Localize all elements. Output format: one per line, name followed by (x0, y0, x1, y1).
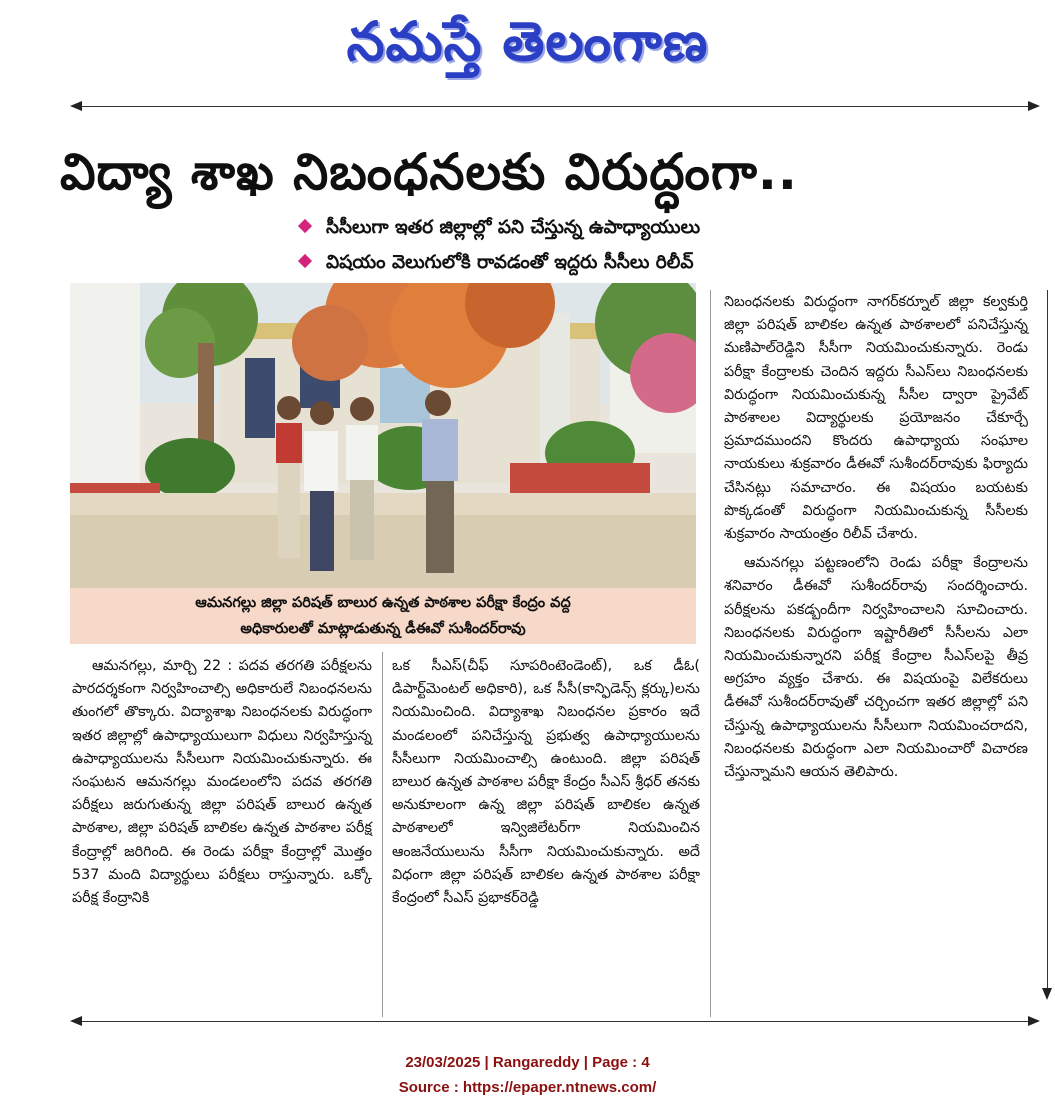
deck-line-2 (300, 248, 820, 278)
article-column-1 (72, 655, 372, 1020)
caption-line-2: అధికారులతో మాట్లాడుతున్న డీఈవో సుశీందర్‌రావు (240, 621, 526, 637)
article-column-3 (724, 291, 1028, 1016)
paragraph: ఒక సీఎస్(చీఫ్ సూపరింటెండెంట్), ఒక డీఓ( డిపార్ట్‌మెంటల్ అధికారి), ఒక సీసీ(కాన్ఫిడెన్స్ క్లర్కు)లను నియమించింది. విద్యాశాఖ నిబంధనల ప్రకారం ఇదే మండలంలో పనిచేస్తున్న ప్రభుత్వ ఉపాధ్యాయులను సీసీలుగా నియమించాల్సి ఉంటుంది. జిల్లా పరిషత్ బాలుర ఉన్నత పాఠశాల పరీక్షా కేంద్రం సీఎస్ శ్రీధర్ తనకు అనుకూలంగా ఉన్న జిల్లా పరిషత్ బాలికల ఉన్నత పాఠశాలలో ఇన్విజిలేటర్‌గా నియమించిన ఆంజనేయులును సీసీగా నియమించుకున్నారు. అదే విధంగా జిల్లా పరిషత్ బాలికల ఉన్నత పాఠశాల పరీక్షా కేంద్రంలో సీఎస్ ప్రభాకర్‌రెడ్డి (392, 658, 700, 907)
paragraph: ఆమనగల్లు, మార్చి 22 : పదవ తరగతి పరీక్షలను పారదర్శకంగా నిర్వహించాల్సి అధికారులే నిబంధనలను తుంగలో తొక్కారు. విద్యాశాఖ నిబంధనలకు విరుద్ధంగా ఇతర జిల్లాల్లో ఉపాధ్యాయులుగా విధులు నిర్వహిస్తున్న ఉపాధ్యాయులను సీసీలుగా నియమించుకున్నారు. ఈ సంఘటన ఆమనగల్లు మండలంలోని పదవ తరగతి పరీక్షలు జరుగుతున్న జిల్లా పరిషత్ బాలుర ఉన్నత పాఠశాల, జిల్లా పరిషత్ బాలికల ఉన్నత పాఠశాల పరీక్ష కేంద్రాల్లో జరిగింది. ఈ రెండు పరీక్షా కేంద్రాల్లో మొత్తం 537 మంది విద్యార్థులు పరీక్షలు రాస్తున్నారు. ఒక్కో పరీక్ష కేంద్రానికి (72, 658, 372, 907)
left-arrow-icon (70, 101, 82, 111)
left-arrow-icon (70, 1016, 82, 1026)
footer-date-line: 23/03/2025 | Rangareddy | Page : 4 (405, 1054, 650, 1071)
diamond-bullet-icon (298, 254, 312, 268)
photo-caption (70, 588, 696, 644)
footer (0, 1050, 1055, 1100)
photo-illustration (70, 283, 696, 588)
right-arrow-icon (1028, 1016, 1040, 1026)
right-rule (1047, 290, 1048, 990)
article-photo (70, 283, 696, 588)
masthead (0, 0, 1055, 86)
column-divider (382, 652, 383, 1017)
article-column-2 (392, 655, 700, 1020)
column-divider (710, 290, 711, 1017)
paragraph: ఆమనగల్లు పట్టణంలోని రెండు పరీక్షా కేంద్రాలను శనివారం డీఈవో సుశీందర్‌రావు సందర్శించారు. పరీక్షలను పకడ్బందీగా నిర్వహించాలని సూచించారు. నిబంధనలకు విరుద్ధంగా ఇష్టారీతిలో సీసీలను ఎలా నియమించుకున్నారని పరీక్ష కేంద్రాల సీఎస్‌లపై తీవ్ర అగ్రహం వ్యక్తం చేశారు. ఈ విషయంపై విలేకరులు డీఈవో సుశీందర్‌రావుతో చర్చించగా ఇతర జిల్లాల్లో పని చేస్తున్న ఉపాధ్యాయులను సీసీలుగా నియమించరాదని, నిబంధనలకు విరుద్ధంగా ఎలా నియమించారో విచారణ చేస్తున్నామని ఆయన తెలిపారు. (724, 555, 1028, 781)
down-arrow-icon (1042, 988, 1052, 1000)
footer-source-link[interactable]: Source : https://epaper.ntnews.com/ (398, 1079, 657, 1096)
diamond-bullet-icon (298, 219, 312, 233)
deck-line-1 (300, 213, 820, 243)
bottom-rule (80, 1021, 1030, 1022)
deck-text-2: విషయం వెలుగులోకి రావడంతో ఇద్దరు సీసీలు రిలీవ్ (326, 252, 694, 273)
newspaper-logo: నమస్తే తెలంగాణ (346, 10, 709, 73)
article-headline: విద్యా శాఖ నిబంధనలకు విరుద్ధంగా.. (60, 143, 798, 201)
caption-line-1: ఆమనగల్లు జిల్లా పరిషత్ బాలుర ఉన్నత పాఠశాల పరీక్షా కేంద్రం వద్ద (195, 595, 571, 611)
paragraph: నిబంధనలకు విరుద్ధంగా నాగర్‌కర్నూల్ జిల్లా కల్వకుర్తి జిల్లా పరిషత్ బాలికల ఉన్నత పాఠశాలలో పనిచేస్తున్న మణిపాల్‌రెడ్డిని సీసీగా నియమించుకున్నారు. రెండు పరీక్షా కేంద్రాలకు చెందిన ఇద్దరు సీఎస్‌లు నిబంధనలకు విరుద్ధంగా నియమించుకున్న సీసీల ద్వారా ప్రైవేట్ పాఠశాలల విద్యార్థులకు ప్రయోజనం చేకూర్చే ప్రమాదముందని కొందరు ఉపాధ్యాయ సంఘాల నాయకులు శుక్రవారం డీఈవో సుశీందర్‌రావుకు ఫిర్యాదు చేసినట్లు సమాచారం. ఈ విషయం బయటకు పొక్కడంతో విరుద్ధంగా నియమించుకున్న సీసీలకు శుక్రవారం సాయంత్రం రిలీవ్ చేశారు. (724, 294, 1028, 543)
right-arrow-icon (1028, 101, 1040, 111)
top-rule (80, 106, 1030, 107)
deck-text-1: సీసీలుగా ఇతర జిల్లాల్లో పని చేస్తున్న ఉపాధ్యాయులు (326, 217, 701, 238)
